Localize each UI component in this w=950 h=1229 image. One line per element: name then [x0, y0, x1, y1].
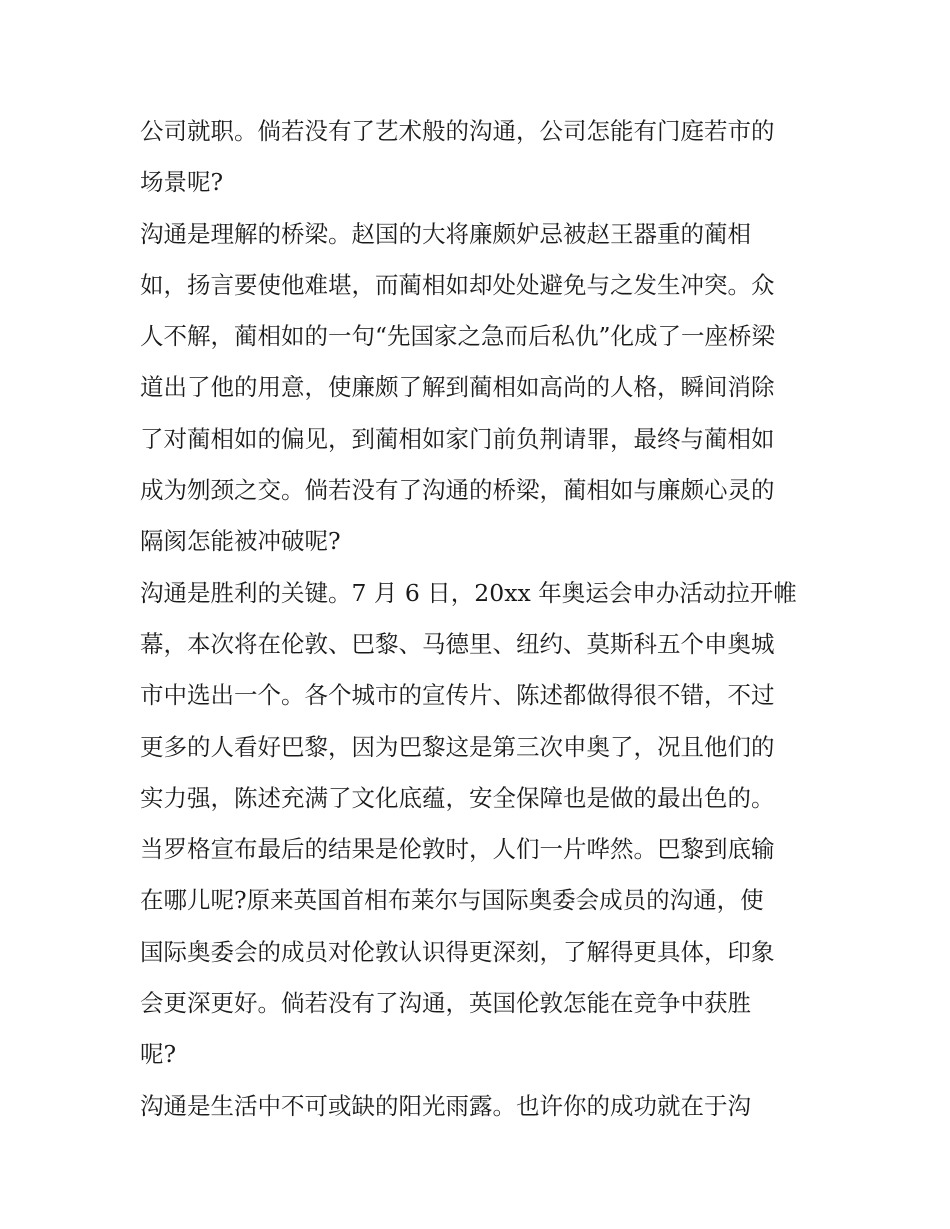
- text-line: 沟通是生活中不可或缺的阳光雨露。也许你的成功就在于沟: [140, 1091, 751, 1120]
- text-line: 人不解，蔺相如的一句“先国家之急而后私仇”化成了一座桥梁: [140, 322, 776, 351]
- text-line: 公司就职。倘若没有了艺术般的沟通，公司怎能有门庭若市的: [140, 117, 775, 145]
- text-line: 国际奥委会的成员对伦敦认识得更深刻，了解得更具体，印象: [140, 937, 775, 966]
- text-line: 成为刎颈之交。倘若没有了沟通的桥梁，蔺相如与廉颇心灵的: [140, 476, 775, 505]
- text-line: 了对蔺相如的偏见，到蔺相如家门前负荆请罪，最终与蔺相如: [140, 424, 775, 453]
- text-line: 如，扬言要使他难堪，而蔺相如却处处避免与之发生冲突。众: [140, 270, 775, 299]
- text-line: 实力强，陈述充满了文化底蕴，安全保障也是做的最出色的。: [140, 783, 775, 812]
- text-line: 场景呢?: [140, 168, 224, 197]
- text-line: 沟通是胜利的关键。7 月 6 日，20xx 年奥运会申办活动拉开帷: [140, 578, 797, 607]
- text-line: 在哪儿呢?原来英国首相布莱尔与国际奥委会成员的沟通，使: [140, 886, 764, 915]
- text-line: 会更深更好。倘若没有了沟通，英国伦敦怎能在竞争中获胜: [140, 989, 751, 1018]
- text-line: 当罗格宣布最后的结果是伦敦时，人们一片哗然。巴黎到底输: [140, 835, 775, 864]
- body-text: [140, 106, 820, 1132]
- text-line: 更多的人看好巴黎，因为巴黎这是第三次申奥了，况且他们的: [140, 732, 775, 761]
- text-line: 隔阂怎能被冲破呢?: [140, 527, 341, 556]
- text-line: 沟通是理解的桥梁。赵国的大将廉颇妒忌被赵王器重的蔺相: [140, 219, 751, 248]
- text-line: 幕，本次将在伦敦、巴黎、马德里、纽约、莫斯科五个申奥城: [140, 629, 775, 658]
- text-line: 道出了他的用意，使廉颇了解到蔺相如高尚的人格，瞬间消除: [140, 373, 775, 402]
- text-line: 市中选出一个。各个城市的宣传片、陈述都做得很不错，不过: [140, 681, 775, 710]
- text-line: 呢?: [140, 1040, 177, 1069]
